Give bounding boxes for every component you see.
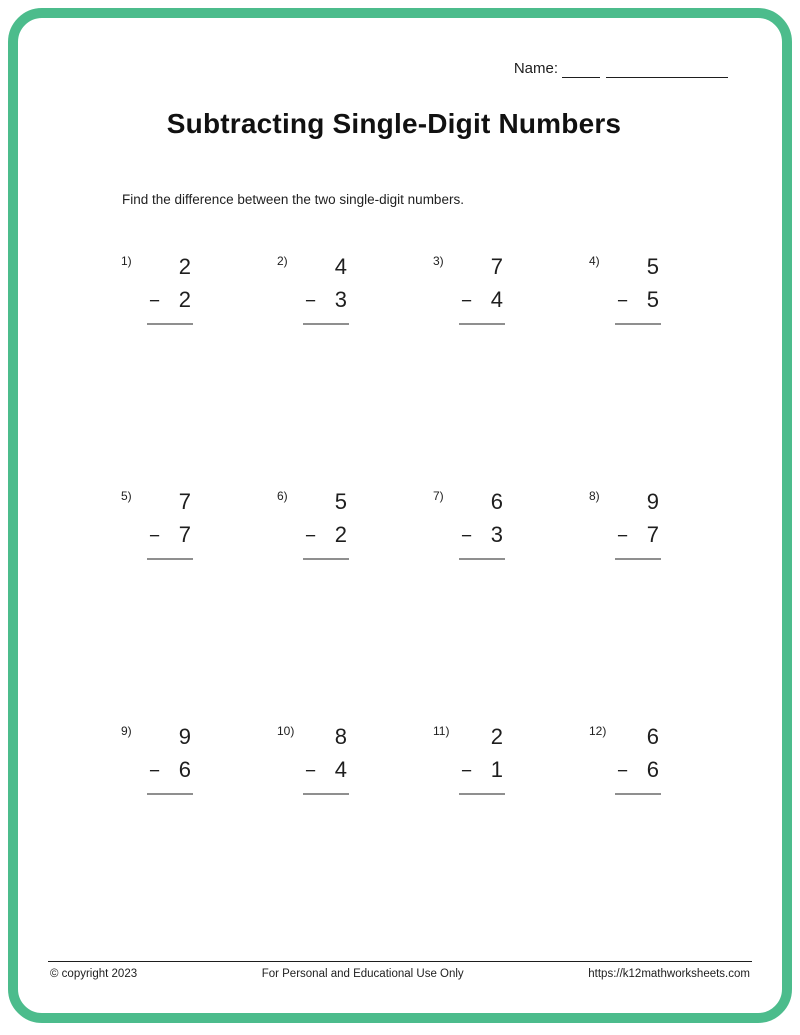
website-url: https://k12mathworksheets.com [588,968,750,980]
subtrahend: 1 [490,757,503,782]
answer-line [303,793,349,795]
subtrahend: 5 [646,287,659,312]
problem-number: 3) [433,254,444,268]
answer-line [615,323,661,325]
minus-sign: − [617,291,629,312]
problem-work [305,722,349,795]
minuend: 4 [334,254,347,279]
problem-6 [277,487,433,722]
answer-line [615,793,661,795]
problem-2 [277,252,433,487]
minuend: 5 [334,489,347,514]
footer-divider [48,961,752,962]
problem-number: 8) [589,489,600,503]
problem-number: 12) [589,724,607,738]
minus-sign: − [149,291,161,312]
minuend: 8 [334,724,347,749]
answer-line [303,323,349,325]
name-row [514,60,728,78]
minus-sign: − [305,526,317,547]
answer-line [459,558,505,560]
usage-text: For Personal and Educational Use Only [261,968,464,980]
problem-number: 2) [277,254,288,268]
footer [50,968,750,980]
subtrahend: 7 [646,522,659,547]
problem-number: 1) [121,254,132,268]
problem-work [305,487,349,560]
problem-work [617,252,661,325]
answer-line [147,323,193,325]
answer-line [147,558,193,560]
subtrahend: 6 [646,757,659,782]
problem-number: 11) [433,724,450,738]
problem-work [461,722,505,795]
answer-line [459,793,505,795]
answer-line [147,793,193,795]
problem-number: 10) [277,724,295,738]
subtrahend: 3 [490,522,503,547]
minus-sign: − [149,526,161,547]
problem-work [617,487,661,560]
minuend: 2 [178,254,191,279]
subtrahend: 4 [334,757,347,782]
copyright-text: © copyright 2023 [50,968,138,980]
minuend: 7 [490,254,503,279]
subtrahend: 6 [178,757,191,782]
problem-3 [433,252,589,487]
problem-work [461,252,505,325]
problem-work [461,487,505,560]
problem-work [305,252,349,325]
minus-sign: − [305,291,317,312]
minuend: 6 [490,489,503,514]
problem-1 [121,252,277,487]
problems-grid [121,252,745,957]
page-title: Subtracting Single-Digit Numbers [166,108,622,139]
minuend: 9 [646,489,659,514]
minus-sign: − [617,761,629,782]
answer-line [459,323,505,325]
minuend: 6 [646,724,659,749]
problem-8 [589,487,745,722]
problem-7 [433,487,589,722]
minus-sign: − [617,526,629,547]
subtrahend: 3 [334,287,347,312]
minus-sign: − [461,761,473,782]
name-label: Name: [513,60,558,77]
subtrahend: 4 [490,287,503,312]
minus-sign: − [305,761,317,782]
problem-12 [589,722,745,957]
subtrahend: 7 [178,522,191,547]
name-fill-line [562,60,600,78]
problem-number: 4) [589,254,600,268]
minus-sign: − [461,291,473,312]
problem-number: 6) [277,489,288,503]
minuend: 5 [646,254,659,279]
problem-10 [277,722,433,957]
problem-number: 9) [121,724,132,738]
minuend: 2 [490,724,503,749]
instructions-text: Find the difference between the two single-digit numbers. [122,192,464,207]
problem-11 [433,722,589,957]
problem-number: 5) [121,489,132,503]
problem-4 [589,252,745,487]
name-fill-line [606,60,728,78]
minus-sign: − [461,526,473,547]
problem-number: 7) [433,489,444,503]
problem-9 [121,722,277,957]
subtrahend: 2 [178,287,191,312]
minus-sign: − [149,761,161,782]
problem-work [149,487,193,560]
answer-line [615,558,661,560]
answer-line [303,558,349,560]
minuend: 7 [178,489,191,514]
problem-work [149,722,193,795]
subtrahend: 2 [334,522,347,547]
minuend: 9 [178,724,191,749]
problem-5 [121,487,277,722]
problem-work [617,722,661,795]
problem-work [149,252,193,325]
